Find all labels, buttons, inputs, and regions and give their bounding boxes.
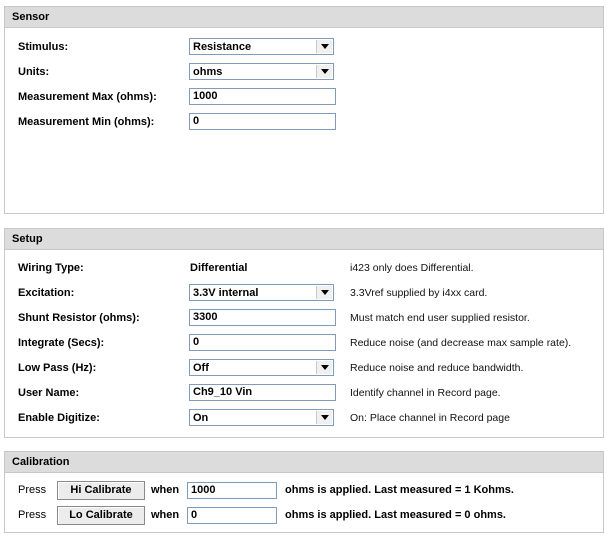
hi-calibrate-value-input[interactable]: 1000 xyxy=(187,482,277,499)
excitation-hint: 3.3Vref supplied by i4xx card. xyxy=(350,287,488,299)
sensor-panel-title: Sensor xyxy=(5,7,603,28)
lowpass-row xyxy=(5,359,603,379)
shunt-resistor-hint: Must match end user supplied resistor. xyxy=(350,312,530,324)
units-label: Units: xyxy=(18,66,50,78)
lo-calibrate-value-input[interactable]: 0 xyxy=(187,507,277,524)
press-label: Press xyxy=(18,509,47,521)
when-label: when xyxy=(151,484,180,496)
lowpass-hint: Reduce noise and reduce bandwidth. xyxy=(350,362,524,374)
measurement-max-input[interactable]: 1000 xyxy=(189,88,336,105)
username-input[interactable]: Ch9_10 Vin xyxy=(189,384,336,401)
chevron-down-icon[interactable] xyxy=(316,65,332,78)
units-select-value: ohms xyxy=(193,66,223,78)
digitize-row xyxy=(5,409,603,429)
integrate-label: Integrate (Secs): xyxy=(18,337,105,349)
username-row xyxy=(5,384,603,404)
username-label: User Name: xyxy=(18,387,80,399)
measurement-min-row xyxy=(5,113,603,133)
press-label: Press xyxy=(18,484,47,496)
excitation-select[interactable] xyxy=(189,284,334,301)
enable-digitize-hint: On: Place channel in Record page xyxy=(350,412,510,424)
lo-calibrate-row xyxy=(5,506,603,526)
excitation-label: Excitation: xyxy=(18,287,75,299)
chevron-down-icon[interactable] xyxy=(316,40,332,53)
wiring-type-hint: i423 only does Differential. xyxy=(350,262,474,274)
units-row xyxy=(5,63,603,83)
when-label: when xyxy=(151,509,180,521)
setup-panel xyxy=(4,228,604,438)
setup-panel-title: Setup xyxy=(5,229,603,250)
lo-calibrate-button[interactable]: Lo Calibrate xyxy=(57,506,145,525)
enable-digitize-select-value: On xyxy=(193,412,209,424)
stimulus-label: Stimulus: xyxy=(18,41,69,53)
calibration-panel xyxy=(4,451,604,533)
integrate-input[interactable]: 0 xyxy=(189,334,336,351)
measurement-min-label: Measurement Min (ohms): xyxy=(18,116,155,128)
chevron-down-icon[interactable] xyxy=(316,361,332,374)
hi-calibrate-button[interactable]: Hi Calibrate xyxy=(57,481,145,500)
wiring-row xyxy=(5,259,603,279)
excitation-row xyxy=(5,284,603,304)
measurement-max-label: Measurement Max (ohms): xyxy=(18,91,157,103)
username-hint: Identify channel in Record page. xyxy=(350,387,501,399)
hi-calibrate-row xyxy=(5,481,603,501)
calibration-panel-title: Calibration xyxy=(5,452,603,473)
enable-digitize-select[interactable] xyxy=(189,409,334,426)
lowpass-select-value: Off xyxy=(193,362,209,374)
integrate-row xyxy=(5,334,603,354)
chevron-down-icon[interactable] xyxy=(316,286,332,299)
chevron-down-icon[interactable] xyxy=(316,411,332,424)
lo-calibrate-status: ohms is applied. Last measured = 0 ohms. xyxy=(285,509,506,521)
hi-calibrate-status: ohms is applied. Last measured = 1 Kohms. xyxy=(285,484,514,496)
measurement-min-input[interactable]: 0 xyxy=(189,113,336,130)
shunt-row xyxy=(5,309,603,329)
wiring-type-value: Differential xyxy=(190,262,248,274)
stimulus-select-value: Resistance xyxy=(193,41,252,53)
shunt-resistor-input[interactable]: 3300 xyxy=(189,309,336,326)
measurement-max-row xyxy=(5,88,603,108)
units-select[interactable] xyxy=(189,63,334,80)
shunt-resistor-label: Shunt Resistor (ohms): xyxy=(18,312,140,324)
lowpass-select[interactable] xyxy=(189,359,334,376)
integrate-hint: Reduce noise (and decrease max sample rate). xyxy=(350,337,572,349)
lowpass-label: Low Pass (Hz): xyxy=(18,362,97,374)
excitation-select-value: 3.3V internal xyxy=(193,287,259,299)
stimulus-row xyxy=(5,38,603,58)
sensor-panel xyxy=(4,6,604,214)
stimulus-select[interactable] xyxy=(189,38,334,55)
enable-digitize-label: Enable Digitize: xyxy=(18,412,100,424)
wiring-type-label: Wiring Type: xyxy=(18,262,84,274)
